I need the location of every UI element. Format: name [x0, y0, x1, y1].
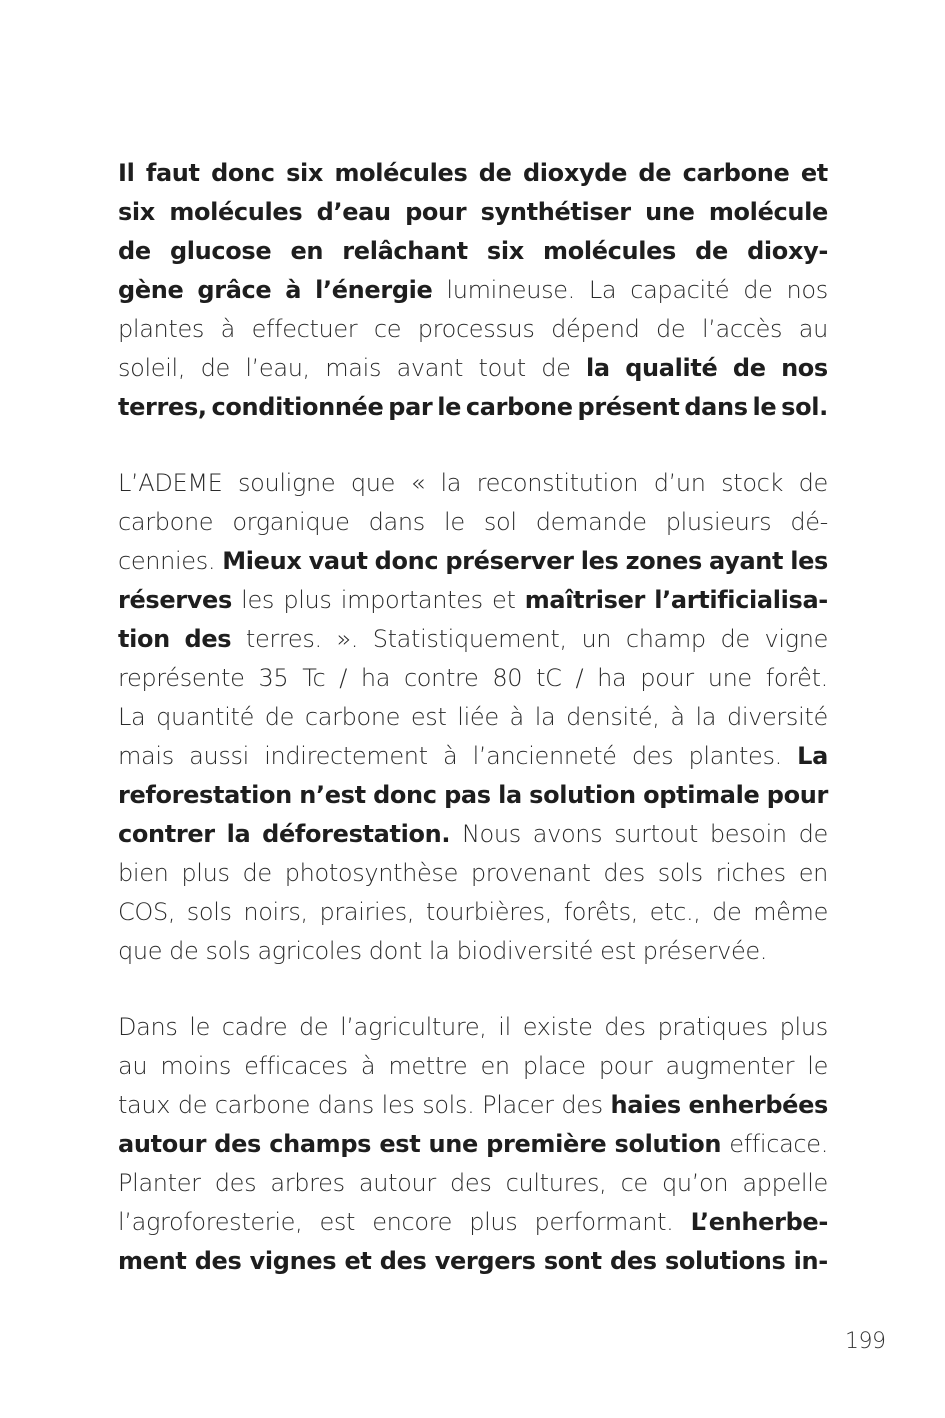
- word: ».: [336, 625, 359, 653]
- bold-word: ayant: [709, 547, 784, 575]
- text-line: [118, 698, 828, 737]
- text-line: [118, 659, 828, 698]
- bold-word: optimale: [643, 781, 760, 809]
- word: cadre: [221, 1013, 288, 1041]
- word: capacité: [630, 276, 730, 304]
- word: /: [575, 664, 584, 692]
- text-line: [118, 232, 828, 271]
- word: et: [492, 586, 516, 614]
- bold-word: de: [695, 237, 728, 265]
- text-line: [118, 1203, 828, 1242]
- bold-word: nos: [781, 354, 828, 382]
- bold-word: les: [580, 547, 619, 575]
- word: de: [798, 820, 828, 848]
- word: mais: [325, 354, 382, 382]
- bold-word: tion: [118, 625, 170, 653]
- bold-word: relâchant: [342, 237, 468, 265]
- bold-word: lumineuse: [446, 276, 568, 304]
- bold-word: donc: [373, 781, 437, 809]
- bold-word: autour: [118, 1130, 207, 1158]
- word: plus: [283, 586, 332, 614]
- word: ha: [360, 664, 391, 692]
- word: la: [440, 469, 462, 497]
- bold-word: en: [290, 237, 324, 265]
- word: cennies.: [118, 547, 216, 575]
- word: de: [264, 703, 295, 731]
- word: des: [603, 859, 645, 887]
- bold-word: in-: [793, 1247, 828, 1275]
- bold-word: carbone: [682, 159, 790, 187]
- word: des: [214, 1169, 257, 1197]
- word: la: [534, 703, 556, 731]
- word: diversité: [726, 703, 828, 731]
- text-line: [118, 854, 828, 893]
- bold-word: de: [478, 159, 512, 187]
- word: noirs,: [243, 898, 308, 926]
- bold-word: présent: [577, 393, 680, 421]
- word: .: [314, 625, 322, 653]
- bold-word: donc: [211, 159, 275, 187]
- bold-word: enherbées: [688, 1091, 828, 1119]
- word: 80: [492, 664, 523, 692]
- paragraph-ademe: [118, 464, 828, 971]
- text-line: [118, 581, 828, 620]
- bold-word: vignes: [249, 1247, 337, 1275]
- text-line: [118, 1047, 828, 1086]
- word-group: [118, 1203, 302, 1242]
- word: autour: [358, 1169, 436, 1197]
- bold-word: n’est: [299, 781, 366, 809]
- word: de: [177, 1091, 208, 1119]
- word: l’agriculture,: [340, 1013, 487, 1041]
- word: existe: [522, 1013, 593, 1041]
- text-line: [118, 893, 828, 932]
- word: des: [604, 1013, 646, 1041]
- bold-word: une: [645, 198, 695, 226]
- word: mais: [118, 742, 174, 770]
- word: processus: [417, 315, 535, 343]
- word: un: [581, 625, 612, 653]
- word: taux: [118, 1091, 171, 1119]
- word: de: [200, 354, 230, 382]
- word: souligne: [238, 469, 336, 497]
- word: est: [410, 703, 447, 731]
- word: avant: [396, 354, 464, 382]
- bold-word: solutions: [664, 1247, 786, 1275]
- bold-word: des: [610, 1247, 657, 1275]
- bold-word: réserves: [118, 586, 232, 614]
- word: 35: [258, 664, 289, 692]
- bold-word: six: [118, 198, 155, 226]
- word: effectuer: [251, 315, 358, 343]
- bold-word: la: [586, 354, 610, 382]
- text-line: [118, 1164, 828, 1203]
- word: appelle: [742, 1169, 828, 1197]
- bold-word: reforestation: [118, 781, 292, 809]
- bold-word: faut: [145, 159, 200, 187]
- bold-word: et: [800, 159, 828, 187]
- word: performant.: [534, 1208, 674, 1236]
- word-group: [446, 271, 575, 310]
- word: plantes: [118, 315, 205, 343]
- word: surtout: [614, 820, 698, 848]
- word: carbone: [214, 1091, 311, 1119]
- page-number: 199: [845, 1329, 886, 1354]
- word: dé-: [790, 508, 828, 536]
- word: forêts,: [563, 898, 639, 926]
- bold-word: efficace: [729, 1130, 821, 1158]
- word: vigne: [764, 625, 828, 653]
- word: La: [588, 276, 617, 304]
- word: sols: [205, 937, 251, 965]
- word: ha: [597, 664, 627, 692]
- text-line: [118, 737, 828, 776]
- word: forêt.: [765, 664, 828, 692]
- bold-word: et: [344, 1247, 372, 1275]
- word: sols.: [422, 1091, 475, 1119]
- word: à: [670, 703, 685, 731]
- word: aussi: [189, 742, 249, 770]
- word: reconstitution: [476, 469, 639, 497]
- word: .: [820, 1130, 828, 1158]
- word: de: [743, 276, 773, 304]
- word: dont: [368, 937, 422, 965]
- text-line: [118, 1242, 828, 1281]
- word: l’ancienneté: [472, 742, 617, 770]
- bold-word: synthétiser: [480, 198, 631, 226]
- word: le: [189, 1013, 210, 1041]
- word: de: [712, 898, 742, 926]
- bold-word: Mieux: [222, 547, 302, 575]
- paragraph-agriculture: [118, 1008, 828, 1281]
- bold-word: les: [790, 547, 828, 575]
- bold-word: molécules: [169, 198, 303, 226]
- text-line: [118, 464, 828, 503]
- bold-word: une: [428, 1130, 478, 1158]
- bold-word: molécules: [543, 237, 676, 265]
- bold-word: glucose: [169, 237, 272, 265]
- word: cultures,: [505, 1169, 607, 1197]
- word: riches: [715, 859, 786, 887]
- word: à: [442, 742, 458, 770]
- word: demande: [535, 508, 647, 536]
- word: les: [381, 1091, 415, 1119]
- word: en: [480, 1052, 510, 1080]
- word: Statistiquement,: [372, 625, 567, 653]
- word: de: [720, 625, 750, 653]
- word: la: [428, 937, 450, 965]
- word: avons: [532, 820, 603, 848]
- bold-word: préserver: [445, 547, 574, 575]
- word: tourbières,: [425, 898, 553, 926]
- word: ,: [295, 1208, 303, 1236]
- bold-word: haies: [610, 1091, 681, 1119]
- word: pratiques: [657, 1013, 768, 1041]
- bold-word: carbone: [465, 393, 573, 421]
- word: nos: [786, 276, 828, 304]
- bold-word: champs: [269, 1130, 372, 1158]
- word: l’eau,: [245, 354, 310, 382]
- word: COS,: [118, 898, 176, 926]
- word: Planter: [118, 1169, 201, 1197]
- word: moins: [160, 1052, 232, 1080]
- word: carbone: [118, 508, 214, 536]
- word: pour: [598, 1052, 653, 1080]
- bold-word: des: [184, 625, 232, 653]
- word: à: [509, 703, 524, 731]
- bold-word: La: [797, 742, 828, 770]
- bold-word: pour: [766, 781, 828, 809]
- word-group: [246, 620, 322, 659]
- word: soleil,: [118, 354, 186, 382]
- bold-word: l’énergie: [315, 276, 433, 304]
- bold-word: des: [194, 1247, 242, 1275]
- text-line: [118, 776, 828, 815]
- text-line: [118, 271, 828, 310]
- word: «: [410, 469, 425, 497]
- word: biodiversité: [456, 937, 594, 965]
- word: Nous: [461, 820, 521, 848]
- text-line: [118, 542, 828, 581]
- bold-word: dioxyde: [522, 159, 627, 187]
- bold-word: ment: [118, 1247, 187, 1275]
- text-line: [118, 503, 828, 542]
- word: agricoles: [257, 937, 362, 965]
- text-line: [118, 154, 828, 193]
- bold-word: terres,: [118, 393, 207, 421]
- word: qu’on: [661, 1169, 729, 1197]
- word: de: [242, 859, 272, 887]
- word: photosynthèse: [284, 859, 458, 887]
- word: à: [360, 1052, 376, 1080]
- bold-word: gène: [118, 276, 184, 304]
- word: des: [450, 1169, 492, 1197]
- word: importantes: [340, 586, 483, 614]
- word-group: [729, 1125, 828, 1164]
- bold-word: à: [285, 276, 302, 304]
- word: au: [118, 1052, 148, 1080]
- word: Tc: [302, 664, 326, 692]
- bold-word: molécules: [334, 159, 468, 187]
- word: Dans: [118, 1013, 178, 1041]
- text-line: [118, 349, 828, 388]
- word: /: [339, 664, 347, 692]
- bold-word: est: [379, 1130, 421, 1158]
- bold-word: Il: [118, 159, 135, 187]
- bold-word: solution: [529, 781, 636, 809]
- word: prairies,: [319, 898, 415, 926]
- word: carbone: [304, 703, 401, 731]
- text-line: [118, 1086, 828, 1125]
- bold-word: l’agroforesterie: [118, 1208, 296, 1236]
- bold-word: sont: [543, 1247, 602, 1275]
- bold-word: solution: [614, 1130, 722, 1158]
- word: en: [798, 859, 828, 887]
- word: d’un: [653, 469, 706, 497]
- bold-word: des: [214, 1130, 261, 1158]
- word: liée: [457, 703, 499, 731]
- word: des: [561, 1091, 603, 1119]
- word: densité,: [566, 703, 660, 731]
- word: de: [656, 315, 686, 343]
- word: pour: [640, 664, 694, 692]
- word: représente: [118, 664, 245, 692]
- bold-word: dans: [684, 393, 748, 421]
- word: ce: [620, 1169, 648, 1197]
- bold-word: le: [752, 393, 777, 421]
- word: ce: [373, 315, 402, 343]
- bold-word: pas: [444, 781, 491, 809]
- word: sols: [186, 898, 232, 926]
- bold-word: dioxy-: [747, 237, 828, 265]
- word: Placer: [482, 1091, 554, 1119]
- word: L’ADEME: [118, 469, 223, 497]
- word: plus: [779, 1013, 828, 1041]
- bold-word: molécule: [708, 198, 828, 226]
- word: encore: [372, 1208, 453, 1236]
- word: il: [498, 1013, 511, 1041]
- bold-word: contrer: [118, 820, 215, 848]
- word: quantité: [156, 703, 254, 731]
- text-line: [118, 620, 828, 659]
- bold-word: L’enherbe-: [690, 1208, 828, 1236]
- word: indirectement: [264, 742, 428, 770]
- word: arbres: [270, 1169, 345, 1197]
- word: préservée.: [642, 937, 768, 965]
- word: au: [798, 315, 828, 343]
- bold-word: pour: [405, 198, 467, 226]
- word: que: [118, 937, 163, 965]
- word: .: [567, 276, 575, 304]
- text-line: [118, 193, 828, 232]
- bold-word: six: [486, 237, 524, 265]
- text-line: [118, 310, 828, 349]
- word: organique: [232, 508, 350, 536]
- word: dans: [368, 508, 425, 536]
- word: les: [241, 586, 275, 614]
- word: stock: [721, 469, 784, 497]
- text-line: [118, 1008, 828, 1047]
- bold-word: première: [486, 1130, 607, 1158]
- word: augmenter: [665, 1052, 795, 1080]
- word: La: [118, 703, 146, 731]
- bold-word: déforestation.: [262, 820, 451, 848]
- word: mettre: [388, 1052, 468, 1080]
- bold-word: maîtriser: [524, 586, 645, 614]
- text-line: [118, 1125, 828, 1164]
- bold-word: vergers: [434, 1247, 536, 1275]
- word: etc.,: [649, 898, 701, 926]
- bold-word: donc: [374, 547, 439, 575]
- bold-word: qualité: [625, 354, 718, 382]
- word: sol: [483, 508, 517, 536]
- text-line: [118, 815, 828, 854]
- word: la: [695, 703, 717, 731]
- word: plus: [469, 1208, 518, 1236]
- bold-word: de: [638, 159, 672, 187]
- bold-word: de: [118, 237, 151, 265]
- bold-word: grâce: [197, 276, 272, 304]
- bold-word: l’artificialisa-: [654, 586, 828, 614]
- word: est: [319, 1208, 356, 1236]
- bold-word: le: [437, 393, 462, 421]
- word: place: [522, 1052, 586, 1080]
- bold-word: sol.: [781, 393, 828, 421]
- bold-word: de: [732, 354, 766, 382]
- word: besoin: [709, 820, 787, 848]
- word: sols: [657, 859, 703, 887]
- word: le: [444, 508, 465, 536]
- word: de: [299, 1013, 329, 1041]
- word: à: [220, 315, 235, 343]
- text-line: [118, 932, 828, 971]
- word: des: [631, 742, 674, 770]
- word: une: [707, 664, 752, 692]
- word: l’accès: [701, 315, 783, 343]
- word: dans: [317, 1091, 374, 1119]
- bold-word: la: [226, 820, 251, 848]
- word: de: [169, 937, 199, 965]
- word: plus: [181, 859, 230, 887]
- word: est: [600, 937, 636, 965]
- word: que: [350, 469, 396, 497]
- word: tC: [536, 664, 562, 692]
- bold-word: par: [388, 393, 433, 421]
- word: le: [807, 1052, 828, 1080]
- word: provenant: [470, 859, 591, 887]
- paragraph-photosynthesis: [118, 154, 828, 427]
- word: de: [798, 469, 828, 497]
- word: tout: [478, 354, 526, 382]
- bold-word: six: [286, 159, 324, 187]
- bold-word: la: [498, 781, 522, 809]
- word: champ: [625, 625, 706, 653]
- word: plantes.: [688, 742, 782, 770]
- word: contre: [403, 664, 479, 692]
- word: plusieurs: [665, 508, 772, 536]
- word: bien: [118, 859, 169, 887]
- word: dépend: [551, 315, 640, 343]
- text-line: [118, 388, 828, 427]
- bold-word: terres: [245, 625, 315, 653]
- bold-word: des: [379, 1247, 427, 1275]
- word: de: [541, 354, 571, 382]
- word: même: [753, 898, 828, 926]
- bold-word: conditionnée: [211, 393, 384, 421]
- word: efficaces: [244, 1052, 348, 1080]
- bold-word: vaut: [308, 547, 368, 575]
- bold-word: zones: [625, 547, 702, 575]
- bold-word: d’eau: [316, 198, 391, 226]
